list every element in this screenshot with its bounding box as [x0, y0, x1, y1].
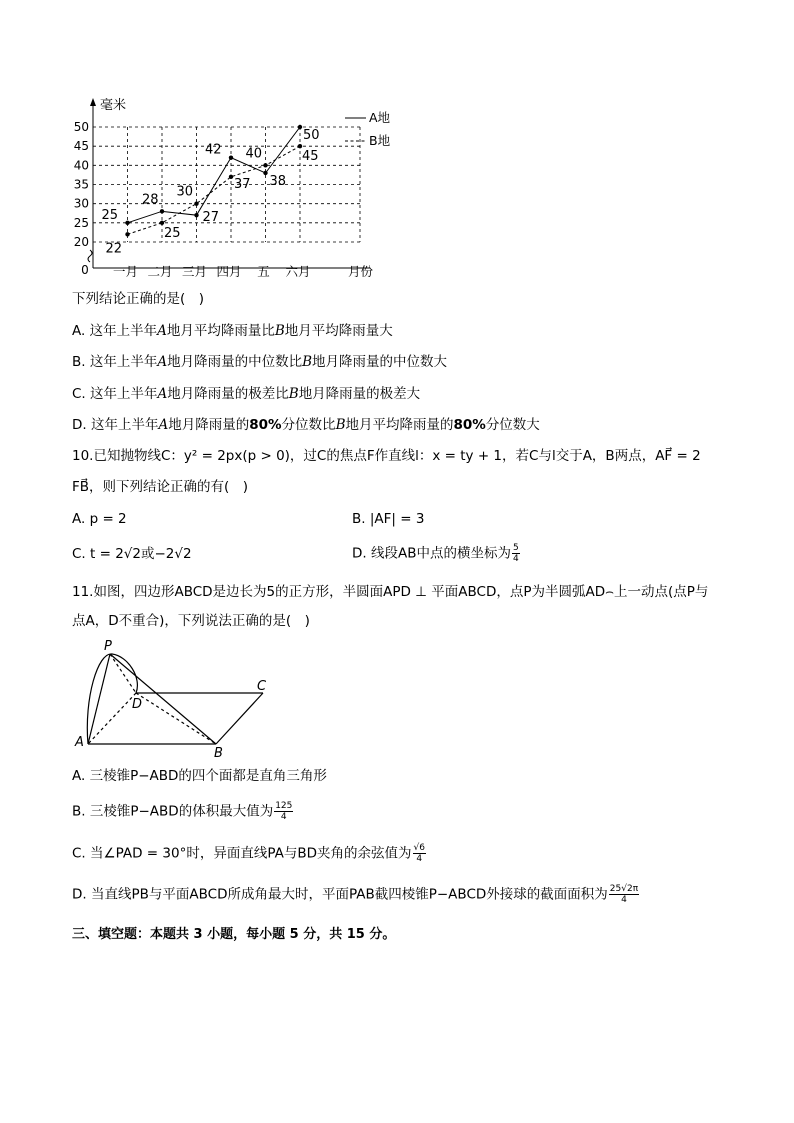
y-tick-label: 30 [73, 196, 89, 211]
x-tick-label: 三月 [181, 264, 208, 279]
data-label: 25 [164, 225, 181, 241]
x-tick-label: 二月 [147, 264, 173, 279]
legend-label-a: A地 [369, 110, 391, 125]
option-text-part: 地月平均降雨量大 [284, 323, 393, 339]
data-label: 50 [303, 128, 320, 143]
option-text-part: 地月降雨量的中位数大 [312, 354, 448, 370]
option-letter: A. [72, 323, 90, 339]
x-tick-label: 五 [257, 264, 270, 279]
x-axis-label: 月份 [348, 264, 374, 279]
q11-option-c-text: C. 当∠PAD = 30°时，异面直线PA与BD夹角的余弦值为 [72, 845, 412, 862]
fraction-num: 25√2π [609, 884, 639, 894]
fraction-den: 4 [621, 895, 627, 905]
y-tick-label: 25 [73, 215, 89, 230]
option-text-part: A [157, 386, 168, 402]
q11-option-c [72, 843, 427, 864]
edge-bc [216, 693, 263, 744]
data-point [229, 175, 233, 179]
option-letter: B. [72, 354, 90, 370]
option-text-part: 分位数比 [281, 417, 336, 433]
data-label: 30 [176, 184, 194, 200]
data-point [160, 221, 164, 225]
y-axis-arrow [90, 98, 96, 106]
option-letter: C. [72, 386, 91, 402]
data-point [194, 201, 198, 205]
data-point [263, 163, 267, 167]
q9-option-a [72, 322, 393, 340]
data-label: 40 [245, 146, 263, 162]
q9-stem: 下列结论正确的是( ) [72, 291, 205, 307]
y-tick-label: 20 [73, 235, 89, 249]
q11-option-b [72, 801, 294, 822]
fraction [274, 801, 293, 822]
edge-bd [136, 693, 216, 744]
fraction-num: 5 [512, 543, 519, 553]
q9-option-d [72, 416, 540, 434]
edge-pa [88, 654, 110, 744]
option-text-part: 这年上半年 [90, 386, 158, 402]
fraction [609, 884, 639, 905]
data-label: 27 [202, 210, 220, 226]
data-label: 45 [302, 149, 319, 165]
q11-line2: 点A，D不重合)，下列说法正确的是( ) [72, 613, 310, 629]
option-text-part: B [288, 386, 299, 402]
origin-label: 0 [81, 263, 89, 277]
data-point [229, 155, 233, 159]
vertex-label-d: D [132, 697, 143, 712]
option-text-part: 地月降雨量的极差大 [298, 386, 421, 402]
y-tick-label: 45 [73, 139, 89, 154]
option-text-part: 地月降雨量的 [168, 417, 250, 433]
edge-pb [110, 654, 216, 744]
option-text-part: A [157, 354, 168, 370]
vertex-label-b: B [214, 746, 223, 760]
vertex-label-p: P [104, 639, 112, 654]
legend-label-b: B地 [369, 133, 391, 148]
q10-line1: 10.已知抛物线C：y² = 2px(p > 0)，过C的焦点F作直线l：x = ty + 1，若C与l交于A，B两点，AF⃗ = 2 [72, 448, 701, 464]
q10-option-a: A. p = 2 [72, 511, 127, 527]
option-text-part: 分位数大 [485, 417, 540, 433]
fraction [512, 543, 520, 564]
data-point [194, 213, 198, 217]
option-text-part: B [274, 323, 285, 339]
y-axis-label: 毫米 [100, 98, 127, 113]
option-text-part: 这年上半年 [89, 354, 158, 370]
y-tick-label: 50 [73, 120, 89, 134]
option-letter: D. [72, 417, 91, 433]
fraction-den: 4 [280, 812, 287, 822]
q10-line2: FB⃗，则下列结论正确的有( ) [72, 479, 249, 495]
option-text-part: 地月平均降雨量比 [166, 323, 275, 339]
data-label: 37 [234, 176, 251, 192]
section-3-heading: 三、填空题：本题共 3 小题，每小题 5 分，共 15 分。 [72, 927, 396, 942]
option-text-part: 80% [249, 417, 282, 433]
rainfall-line-chart [60, 92, 400, 287]
pyramid-figure [70, 638, 280, 760]
fraction-num: 125 [275, 801, 293, 811]
x-tick-label: 一月 [112, 264, 139, 279]
q11-option-a: A. 三棱锥P−ABD的四个面都是直角三角形 [72, 768, 327, 784]
q11-line1: 11.如图，四边形ABCD是边长为5的正方形，半圆面APD ⊥ 平面ABCD，点P为半圆弧AD⌢上一动点(点P与 [72, 584, 709, 600]
x-tick-label: 六月 [285, 264, 311, 279]
option-text-part: 80% [453, 417, 486, 433]
data-point [160, 209, 164, 213]
data-point [125, 221, 129, 225]
q9-option-b [72, 353, 447, 371]
option-text-part: 这年上半年 [89, 323, 158, 339]
option-text-part: 地月平均降雨量的 [345, 417, 454, 433]
option-text-part: A [158, 417, 169, 433]
vertex-label-a: A [75, 735, 84, 750]
option-text-part: A [157, 323, 167, 339]
option-text-part: 这年上半年 [90, 417, 159, 433]
option-text-part: 地月降雨量的极差比 [167, 386, 289, 402]
data-label: 25 [101, 207, 119, 223]
data-label: 22 [105, 241, 123, 257]
data-point [298, 144, 302, 148]
data-point [263, 171, 267, 175]
q11-option-b-text: B. 三棱锥P−ABD的体积最大值为 [72, 803, 274, 820]
q10-option-c: C. t = 2√2或−2√2 [72, 546, 192, 562]
data-point [125, 232, 129, 236]
option-text-part: B [335, 417, 346, 433]
data-point [298, 125, 302, 129]
option-text-part: 地月降雨量的中位数比 [167, 354, 303, 370]
vertex-label-c: C [257, 679, 267, 694]
data-label: 38 [269, 174, 287, 189]
q10-option-d-text: D. 线段AB中点的横坐标为 [352, 545, 511, 562]
fraction-den: 4 [512, 554, 519, 564]
q9-option-c [72, 385, 420, 403]
axis-break-icon [88, 250, 92, 262]
q11-option-d [72, 884, 640, 905]
q10-option-d [352, 543, 521, 564]
q10-option-b: B. |AF| = 3 [352, 511, 425, 527]
fraction-num: √6 [413, 843, 425, 853]
y-tick-label: 35 [73, 177, 89, 192]
edge-ad [88, 693, 136, 744]
option-text-part: B [302, 354, 313, 370]
data-label: 42 [205, 142, 222, 158]
fraction [413, 843, 426, 864]
q11-option-d-text: D. 当直线PB与平面ABCD所成角最大时，平面PAB截四棱锥P−ABCD外接球的截面面积为 [72, 886, 608, 903]
data-label: 28 [142, 192, 159, 208]
y-tick-label: 40 [73, 158, 89, 173]
x-tick-label: 四月 [216, 264, 242, 279]
fraction-den: 4 [416, 854, 423, 864]
